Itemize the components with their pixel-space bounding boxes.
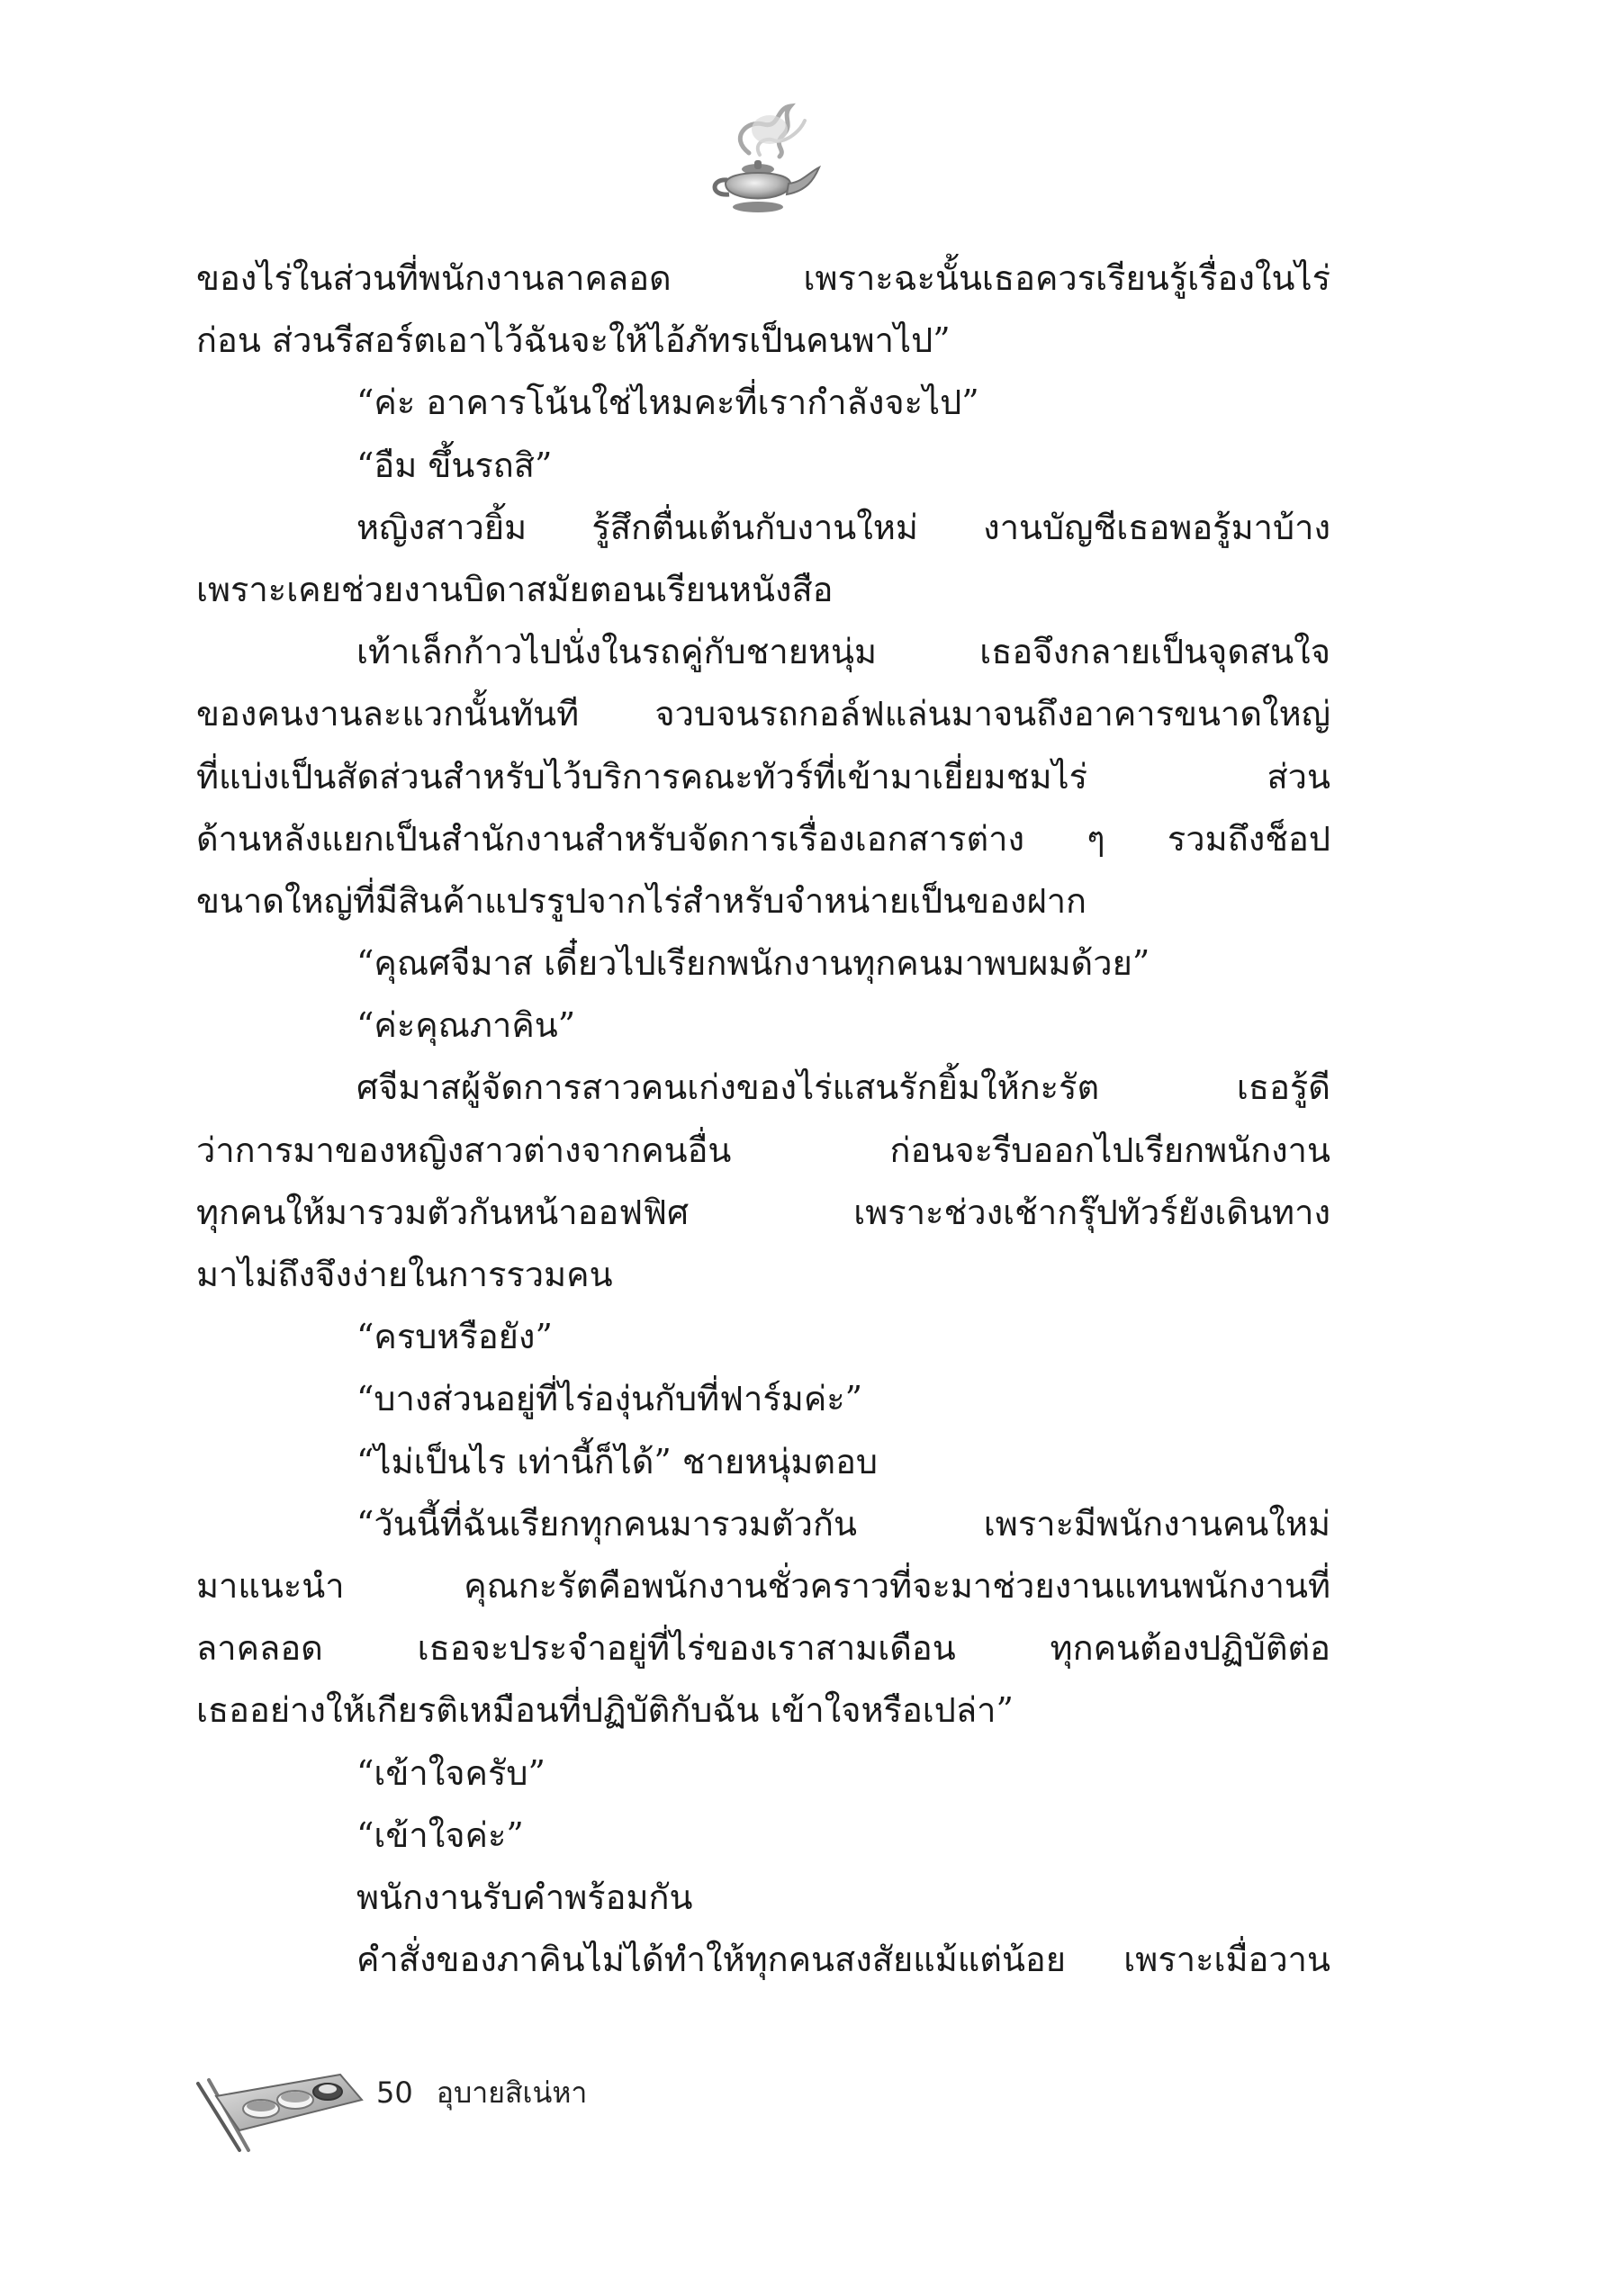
book-title: อุบายสิเน่หา [436, 2075, 588, 2110]
text-line: พนักงานรับคำพร้อมกัน [356, 1877, 693, 1917]
text-line: เธออย่างให้เกียรติเหมือนที่ปฏิบัติกับฉัน เข้าใจหรือเปล่า” [196, 1690, 1014, 1731]
text-line: “เข้าใจค่ะ” [356, 1814, 524, 1855]
text-line: “ครบหรือยัง” [356, 1317, 553, 1357]
text-line: ขนาดใหญ่ที่มีสินค้าแปรรูปจากไร่สำหรับจำหน่ายเป็นของฝาก [196, 880, 1087, 921]
body-text [196, 248, 1330, 1991]
text-line: ที่แบ่งเป็นสัดส่วนสำหรับไว้บริการคณะทัวร์ที่เข้ามาเยี่ยมชมไร่ ส่วน [196, 756, 1330, 797]
text-line: “คุณศจีมาส เดี๋ยวไปเรียกพนักงานทุกคนมาพบผมด้วย” [356, 943, 1150, 984]
text-line: “อืม ขึ้นรถสิ” [356, 445, 553, 485]
text-line: ว่าการมาของหญิงสาวต่างจากคนอื่น ก่อนจะรีบออกไปเรียกพนักงาน [196, 1130, 1330, 1170]
text-line: ลาคลอด เธอจะประจำอยู่ที่ไร่ของเราสามเดือน ทุกคนต้องปฏิบัติต่อ [196, 1628, 1330, 1669]
text-line: ของไร่ในส่วนที่พนักงานลาคลอด เพราะฉะนั้นเธอควรเรียนรู้เรื่องในไร่ [196, 258, 1330, 298]
teapot-ornament-icon [693, 97, 828, 232]
text-line: ทุกคนให้มารวมตัวกันหน้าออฟฟิศ เพราะช่วงเช้ากรุ๊ปทัวร์ยังเดินทาง [196, 1192, 1330, 1232]
text-line: หญิงสาวยิ้ม รู้สึกตื่นเต้นกับงานใหม่ งานบัญชีเธอพอรู้มาบ้าง [356, 507, 1330, 547]
text-line: เพราะเคยช่วยงานบิดาสมัยตอนเรียนหนังสือ [196, 569, 834, 609]
page-number: 50 [376, 2075, 413, 2110]
text-line: “บางส่วนอยู่ที่ไร่องุ่นกับที่ฟาร์มค่ะ” [356, 1379, 863, 1419]
text-line: ของคนงานละแวกนั้นทันที จวบจนรถกอล์ฟแล่นมาจนถึงอาคารขนาดใหญ่ [196, 694, 1330, 734]
footer-text [376, 2075, 610, 2111]
text-line: “ไม่เป็นไร เท่านี้ก็ได้” ชายหนุ่มตอบ [356, 1441, 879, 1481]
text-line: มาแนะนำ คุณกะรัตคือพนักงานชั่วคราวที่จะมาช่วยงานแทนพนักงานที่ [196, 1565, 1330, 1606]
text-line: “วันนี้ที่ฉันเรียกทุกคนมารวมตัวกัน เพราะมีพนักงานคนใหม่ [356, 1503, 1330, 1544]
text-line: ก่อน ส่วนรีสอร์ตเอาไว้ฉันจะให้ไอ้ภัทรเป็นคนพาไป” [196, 320, 951, 361]
sushi-plate-chopsticks-icon [189, 2057, 369, 2156]
page-footer [189, 2057, 729, 2156]
text-line: คำสั่งของภาคินไม่ได้ทำให้ทุกคนสงสัยแม้แต่น้อย เพราะเมื่อวาน [356, 1940, 1330, 1980]
text-line: ศจีมาสผู้จัดการสาวคนเก่งของไร่แสนรักยิ้มให้กะรัต เธอรู้ดี [356, 1067, 1330, 1108]
text-line: “เข้าใจครับ” [356, 1752, 546, 1793]
text-line: เท้าเล็กก้าวไปนั่งในรถคู่กับชายหนุ่ม เธอจึงกลายเป็นจุดสนใจ [356, 632, 1330, 672]
text-line: มาไม่ถึงจึงง่ายในการรวมคน [196, 1255, 613, 1294]
text-line: “ค่ะคุณภาคิน” [356, 1005, 576, 1046]
text-line: “ค่ะ อาคารโน้นใช่ไหมคะที่เรากำลังจะไป” [356, 383, 979, 423]
text-line: ด้านหลังแยกเป็นสำนักงานสำหรับจัดการเรื่องเอกสารต่าง ๆ รวมถึงช็อป [196, 818, 1330, 859]
